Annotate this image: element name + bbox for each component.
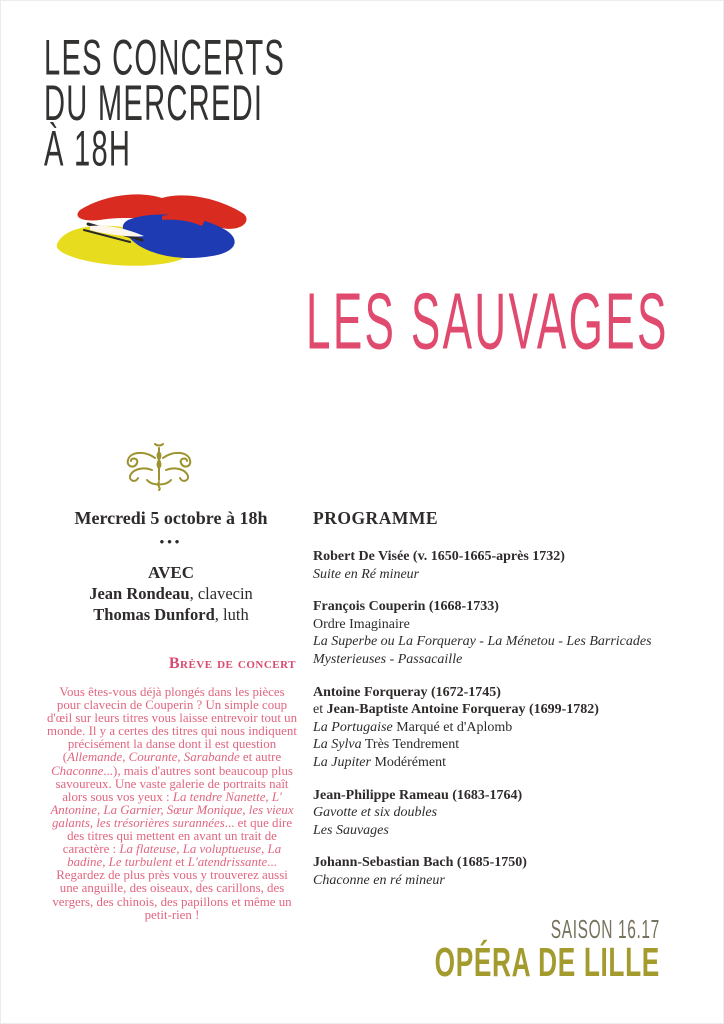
text-segment: ...), mais d'autres sont beaucoup plus savoureux. Une vaste galerie de portraits naît alors sous vos yeux : <box>55 763 293 804</box>
programme-line <box>313 804 681 822</box>
performer <box>46 583 296 604</box>
programme-entry <box>313 684 681 772</box>
text-segment: Chaconne <box>51 763 104 778</box>
performer-instrument: , luth <box>214 605 249 624</box>
text-segment: L'atendrissante <box>187 855 268 870</box>
text-segment: ... et que dire des titres qui mettent en avant un trait de caractère : <box>62 815 293 857</box>
programme-entry <box>313 854 681 889</box>
performer <box>46 604 296 625</box>
programme-line <box>313 719 681 737</box>
programme-entry <box>313 787 681 840</box>
series-title <box>44 28 286 177</box>
text-segment: La Portugaise <box>313 719 393 735</box>
opera-de-lille-logo: OPÉRA DE LILLE <box>434 939 660 985</box>
text-segment: et <box>172 855 188 870</box>
breve-body-text <box>46 686 298 922</box>
text-segment: Modérément <box>370 754 446 770</box>
text-segment: Jean-Philippe Rameau (1683-1764) <box>313 787 523 803</box>
with-label: AVEC <box>148 563 194 582</box>
programme-line <box>313 548 681 566</box>
text-segment: La Jupiter <box>313 754 371 770</box>
page-title: LES SAUVAGES <box>306 276 669 367</box>
programme-line <box>313 598 681 616</box>
programme-line <box>313 872 681 890</box>
programme-line <box>313 684 681 702</box>
fleuron-ornament-icon <box>116 442 202 492</box>
programme-entry <box>313 598 681 668</box>
text-segment: Johann-Sebastian Bach (1685-1750) <box>313 855 527 871</box>
programme-heading: PROGRAMME <box>313 508 439 528</box>
programme-entry <box>313 548 681 583</box>
event-date: Mercredi 5 octobre à 18h <box>74 508 268 528</box>
text-segment: La Sylva <box>313 737 362 753</box>
text-segment: La tendre Nanette, L' Antonine, La Garnier, Sœur Monique, les vieux galants, les trésorières surannées <box>50 789 294 830</box>
text-segment: et <box>313 702 327 718</box>
season-label: SAISON 16.17 <box>550 914 660 945</box>
programme-line <box>313 633 681 668</box>
programme-line <box>313 854 681 872</box>
text-segment: François Couperin (1668-1733) <box>313 599 499 615</box>
series-title-line: LES CONCERTS <box>44 28 286 85</box>
paint-splash-illustration <box>44 186 260 278</box>
text-segment: Suite en Ré mineur <box>313 566 420 582</box>
programme-line <box>313 822 681 840</box>
text-segment: Les Sauvages <box>313 822 389 838</box>
programme-line <box>313 701 681 719</box>
programme-line <box>313 566 681 584</box>
text-segment: Ordre Imaginaire <box>313 616 410 632</box>
breve-heading: Brève de concert <box>168 655 296 672</box>
text-segment: Jean-Baptiste Antoine Forqueray (1699-1782) <box>326 702 599 718</box>
programme-section <box>313 508 681 905</box>
separator-dots: ••• <box>159 534 183 549</box>
text-segment: La flateuse, La voluptueuse, La badine, Le turbulent <box>67 842 282 870</box>
programme-entries <box>313 548 681 890</box>
text-segment: Robert De Visée (v. 1650-1665-après 1732) <box>313 549 565 564</box>
programme-line <box>313 787 681 805</box>
text-segment: Antoine Forqueray (1672-1745) <box>313 684 501 700</box>
event-details <box>46 508 296 625</box>
text-segment: ... Regardez de plus près vous y trouverez aussi une anguille, des oiseaux, des carillons, des vergers, des chinois, des papillons et même un petit-rien ! <box>52 855 292 922</box>
text-segment: Allemande, Courante, Sarabande <box>67 750 240 765</box>
footer <box>308 914 660 985</box>
programme-line <box>313 754 681 772</box>
text-segment: Chaconne en ré mineur <box>313 872 445 888</box>
text-segment: Marqué et d'Aplomb <box>392 719 513 735</box>
performer-instrument: , clavecin <box>189 584 253 603</box>
text-segment: Très Tendrement <box>361 737 460 753</box>
programme-line <box>313 616 681 634</box>
performer-name: Thomas Dunford <box>93 605 215 624</box>
text-segment: Vous êtes-vous déjà plongés dans les pièces pour clavecin de Couperin ? Un simple coup d'œil sur leurs titres vous laisse entrevoir tout un monde. Il y a certes des titres qui nous indiquent précisément la danse dont il est question ( <box>46 685 298 765</box>
series-title-line: DU MERCREDI <box>44 74 264 131</box>
series-title-line: À 18H <box>44 119 132 177</box>
performer-name: Jean Rondeau <box>89 584 190 603</box>
programme-line <box>313 736 681 754</box>
text-segment: et autre <box>239 750 282 765</box>
text-segment: La Superbe ou La Forqueray - La Ménetou - Les Barricades Mysterieuses - Passacaille <box>313 634 652 667</box>
text-segment: Gavotte et six doubles <box>313 805 438 821</box>
